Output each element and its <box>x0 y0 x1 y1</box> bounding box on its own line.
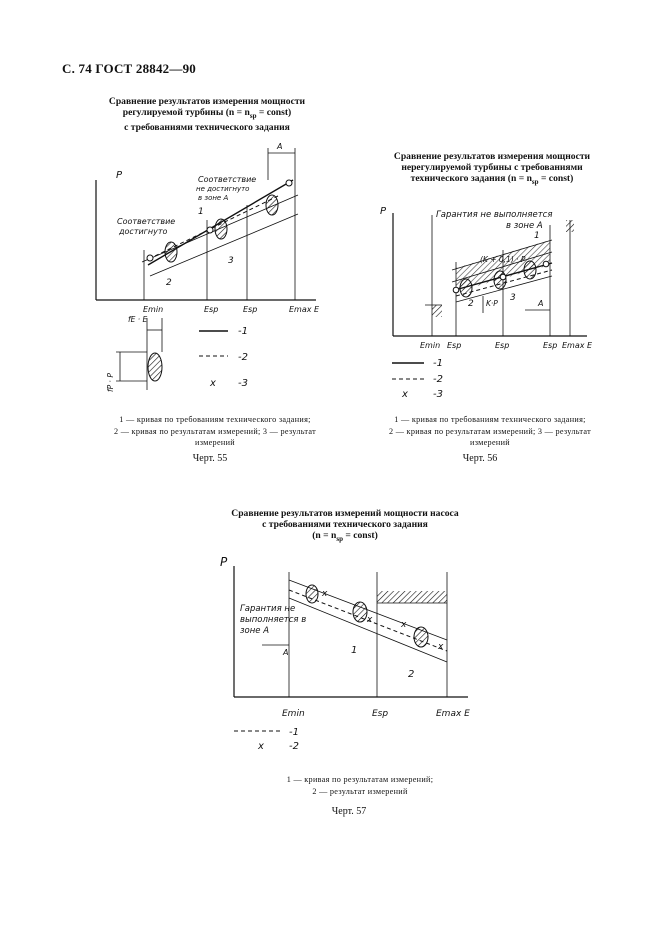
chart55-caption-line1: 1 — кривая по требованиям технического задания; <box>119 415 311 424</box>
chart57-ellipse-1 <box>306 585 318 603</box>
chart56-note-zone: в зоне А <box>506 221 543 231</box>
chart56-caption-line1: 1 — кривая по требованиям технического задания; <box>394 415 586 424</box>
chart56-figure-number: Черт. 56 <box>462 453 498 464</box>
chart55-err-y: fP · P <box>106 373 115 392</box>
chart56-xtick-esp3: Esp <box>543 341 558 350</box>
chart57-caption-line1: 1 — кривая по результатам измерений; <box>286 775 434 784</box>
chart55-label-3: 3 <box>228 256 234 266</box>
chart55-legend-1: -1 <box>238 326 248 337</box>
chart56-xtick-esp2: Esp <box>495 341 510 350</box>
chart57-label-1: 1 <box>351 645 358 656</box>
chart57-caption-line2: 2 — результат измерений <box>312 786 408 796</box>
chart55-title-line2: регулируемой турбины ($n = n_{sp}$ = const) <box>122 107 292 120</box>
chart55-ylabel: P <box>116 170 123 181</box>
chart57-xtick-emin: Emin <box>282 709 305 719</box>
chart57-mark-2: x <box>367 615 373 625</box>
chart57-ellipse-2 <box>353 602 367 622</box>
chart55-xtick-esp1: Esp <box>204 305 219 314</box>
chart55-label-2: 2 <box>166 278 172 288</box>
chart56-legend-3: -3 <box>433 389 443 400</box>
chart55-note-notok1: Соответствие <box>198 175 257 184</box>
chart57-note-line3: зоне А <box>240 626 270 636</box>
chart55-xtick-emax: Emax E <box>289 305 320 314</box>
chart57-zone <box>377 591 447 603</box>
chart57-figure-number: Черт. 57 <box>331 806 367 817</box>
chart55-caption-line3: измерений <box>195 438 235 447</box>
chart57-title-line2: с требованиями технического задания <box>262 519 428 530</box>
chart56-xtick-esp1: Esp <box>447 341 462 350</box>
chart55-note-a: A <box>277 142 283 151</box>
chart57-ellipse-3 <box>414 627 428 647</box>
chart57-note-a: A <box>283 648 289 657</box>
chart56-title-line2: нерегулируемой турбины с требованиями <box>401 162 583 173</box>
chart55-legend-2: -2 <box>238 352 248 363</box>
chart57-label-2: 2 <box>408 669 415 680</box>
chart57-mark-1: x <box>322 589 328 599</box>
chart56-caption-line2: 2 — кривая по результатам измерений; 3 — результат <box>388 426 592 436</box>
chart55-label-1: 1 <box>198 207 204 217</box>
chart57-title-line1: Сравнение результатов измерений мощности насоса <box>231 508 459 519</box>
chart57-note-line1: Гарантия не <box>240 604 296 614</box>
chart57-legend-1: -1 <box>289 727 299 738</box>
chart57-title-line3: ($n = n_{sp}$ = const) <box>312 530 378 543</box>
chart57-ylabel: P <box>220 555 228 569</box>
chart55-err-x: fE · E <box>128 315 148 324</box>
chart55-caption-line2: 2 — кривая по результатам измерений; 3 — результат <box>113 426 317 436</box>
chart57-legend-2: -2 <box>289 741 299 752</box>
chart57-caption <box>250 774 470 797</box>
chart56-caption-line3: измерений <box>470 438 510 447</box>
chart55-legend-x: x <box>210 378 216 389</box>
page-header: С. 74 ГОСТ 28842—90 <box>62 61 196 76</box>
chart56-note-kp: (K + 0,1) · P <box>480 255 526 264</box>
chart55-figure-number: Черт. 55 <box>192 453 228 464</box>
chart56-legend-2: -2 <box>433 374 443 385</box>
chart56-note-a: A <box>538 299 544 308</box>
chart57-note-line2: выполняется в <box>240 615 307 625</box>
chart55-note-ok1: Соответствие <box>117 217 176 226</box>
chart56-label-2: 2 <box>468 299 474 309</box>
chart56-title-line1: Сравнение результатов измерения мощности <box>393 151 591 162</box>
chart56-xtick-emin: Emin <box>420 341 441 350</box>
chart56-ylabel: P <box>380 206 387 217</box>
chart56-legend-x: x <box>402 389 408 400</box>
chart55-legend-3: -3 <box>238 378 248 389</box>
chart57-xtick-esp: Esp <box>372 709 389 719</box>
chart56-label-3: 3 <box>510 293 516 303</box>
chart56-label-1: 1 <box>534 231 540 241</box>
chart55-note-notok2: не достигнуто <box>196 185 250 193</box>
chart57-xtick-emax: Emax E <box>436 709 470 719</box>
chart56-note-k: K·P <box>486 299 498 308</box>
chart57-legend-x: x <box>258 741 264 752</box>
chart57-mark-4: x <box>438 642 444 652</box>
chart55-note-notok3: в зоне А <box>198 194 229 202</box>
chart56-xtick-emax: Emax E <box>562 341 593 350</box>
chart55-title-line1: Сравнение результатов измерения мощности <box>108 96 306 107</box>
chart56-note-guarantee: Гарантия не выполняется <box>436 210 553 220</box>
chart55-xtick-esp2: Esp <box>243 305 258 314</box>
chart55-xtick-emin: Emin <box>143 305 164 314</box>
chart56-legend-1: -1 <box>433 358 443 369</box>
chart55-title-line3: с требованиями технического задания <box>124 121 290 133</box>
chart55-note-ok2: достигнуто <box>119 227 168 236</box>
chart57-mark-3: x <box>401 620 407 630</box>
chart56-title-line3: технического задания ($n = n_{sp}$ = const) <box>410 173 574 186</box>
